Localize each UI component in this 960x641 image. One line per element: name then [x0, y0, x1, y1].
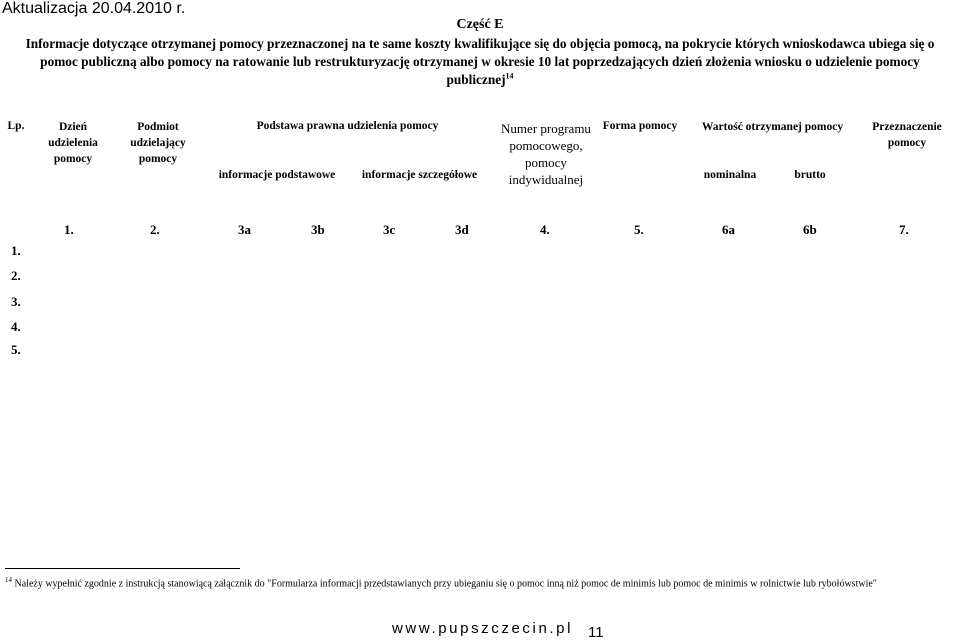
header-basic-info: informacje podstawowe — [218, 169, 336, 181]
column-number: 6a — [722, 222, 735, 237]
footnote-text: Należy wypełnić zgodnie z instrukcją stanowiącą załącznik do "Formularza informacji przedstawianych przy ubieganiu się o pomoc inną niż pomoc de minimis lub pomoc de minimis w rolnictwie lub rybołówstwie" — [14, 578, 877, 590]
row-number: 4. — [11, 319, 21, 334]
page-number: 11 — [588, 624, 604, 641]
header-purpose: Przeznaczenie pomocy — [872, 121, 942, 149]
footnote — [5, 573, 935, 591]
header-aid-form: Forma pomocy — [602, 120, 678, 132]
section-intro — [10, 35, 950, 89]
header-nominal: nominalna — [703, 169, 757, 181]
column-number: 7. — [899, 222, 909, 237]
section-title: Część E — [456, 17, 504, 32]
footnote-ref: 14 — [505, 71, 514, 81]
column-number: 5. — [634, 222, 644, 237]
footnote-number: 14 — [5, 576, 12, 584]
column-number: 6b — [803, 222, 817, 237]
row-number: 2. — [11, 268, 21, 283]
column-number: 4. — [540, 222, 550, 237]
website-address: www.pupszczecin.pl — [392, 620, 574, 637]
column-number: 3a — [238, 222, 251, 237]
column-number: 1. — [64, 222, 74, 237]
header-detailed-info: informacje szczegółowe — [361, 169, 478, 181]
header-entity: Podmiot udzielający pomocy — [130, 121, 186, 165]
header-program-number: Numer programu pomocowego, pomocy indywidualnej — [501, 121, 591, 187]
column-number: 2. — [150, 222, 160, 237]
header-date: Dzień udzielenia pomocy — [48, 121, 98, 165]
footnote-separator — [5, 568, 240, 569]
header-lp: Lp. — [7, 120, 25, 132]
row-number: 1. — [11, 243, 21, 258]
row-number: 3. — [11, 294, 21, 309]
column-number: 3d — [455, 222, 469, 237]
header-aid-value: Wartość otrzymanej pomocy — [701, 121, 844, 133]
intro-text: Informacje dotyczące otrzymanej pomocy przeznaczonej na te same koszty kwalifikujące się do objęcia pomocą, na pokrycie których wnioskodawca ubiega się o pomoc publiczną albo pomocy na ratowanie lub restrukturyzację otrzymanej w okresie 10 lat poprzedzających dzień złożenia wniosku o udzielenie pomocy publicznej — [25, 36, 935, 87]
header-legal-basis: Podstawa prawna udzielenia pomocy — [256, 120, 439, 132]
update-note: Aktualizacja 20.04.2010 r. — [2, 0, 186, 17]
column-number: 3b — [311, 222, 325, 237]
header-gross: brutto — [794, 169, 826, 181]
row-number: 5. — [11, 342, 21, 357]
column-number: 3c — [383, 222, 396, 237]
